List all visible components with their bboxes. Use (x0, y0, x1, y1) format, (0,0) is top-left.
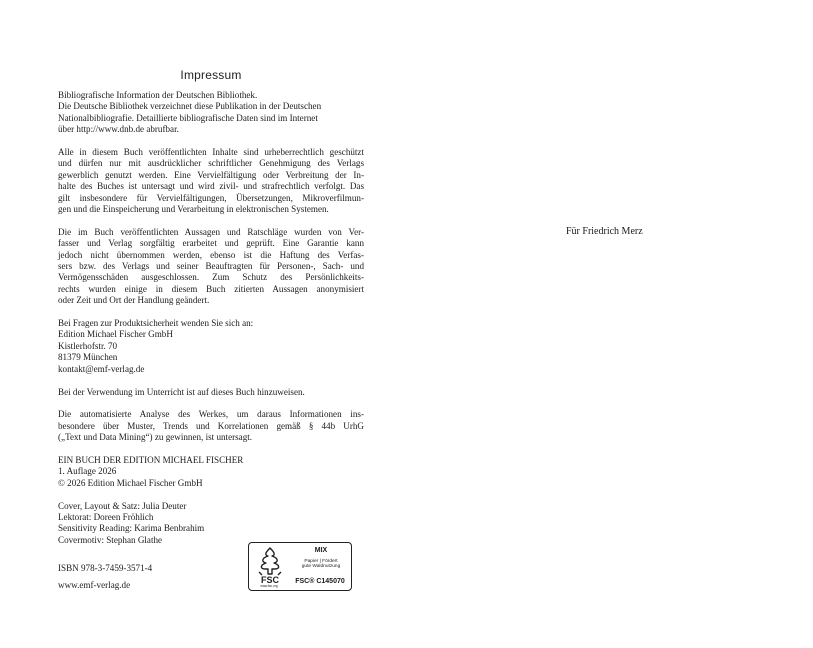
fsc-description (293, 559, 349, 570)
text-line: Vermögensschäden ausgeschlossen. Zum Schutz des Persönlichkeits- (58, 272, 364, 283)
text-line: sers bzw. des Verlags und seiner Beauftragten für Personen-, Sach- und (58, 261, 364, 272)
isbn-line: ISBN 978-3-7459-3571-4 (58, 563, 153, 573)
fsc-code: FSC® C145070 (295, 578, 345, 585)
imprint-paragraph (58, 147, 364, 215)
text-line: Edition Michael Fischer GmbH (58, 329, 173, 340)
text-line: Bei der Verwendung im Unterricht ist auf dieses Buch hinzuweisen. (58, 386, 305, 397)
text-line: © 2026 Edition Michael Fischer GmbH (58, 477, 203, 488)
text-line: fasser und Verlag sorgfältig erarbeitet und geprüft. Eine Garantie kann (58, 238, 364, 249)
text-line: Cover, Layout & Satz: Julia Deuter (58, 500, 187, 511)
fsc-description-line: gute Waldnutzung (301, 564, 341, 570)
imprint-paragraph (58, 318, 364, 375)
text-line: Die Deutsche Bibliothek verzeichnet diese Publikation in der Deutschen (58, 101, 322, 112)
text-line: oder Zeit und Ort der Handlung geändert. (58, 295, 210, 306)
page-title: Impressum (180, 68, 242, 82)
text-line: halte des Buches ist untersagt und wird zivil- und strafrechtlich verfolgt. Das (58, 181, 364, 192)
text-line: Die automatisierte Analyse des Werkes, um daraus Informationen ins- (58, 409, 364, 420)
fsc-logo-text: FSC (261, 575, 279, 585)
imprint-page (58, 68, 364, 558)
text-line: gewerblich genutzt werden. Eine Vervielfältigung oder Verbreitung der In- (58, 169, 364, 180)
text-line: kontakt@emf-verlag.de (58, 363, 145, 374)
text-line: Bibliografische Information der Deutschen Bibliothek. (58, 90, 258, 100)
text-line: gilt insbesondere für Vervielfältigungen, Übersetzungen, Mikroverfilmun- (58, 192, 364, 203)
text-line: Covermotiv: Stephan Glathe (58, 534, 163, 545)
text-line: rechts wurden einige in diesem Buch zitierten Aussagen anonymisiert (58, 283, 364, 294)
imprint-paragraph (58, 501, 364, 547)
dedication: Für Friedrich Merz (566, 226, 643, 237)
fsc-tree-icon (252, 546, 288, 588)
text-line: Sensitivity Reading: Karima Benbrahim (58, 523, 205, 534)
imprint-paragraph (58, 227, 364, 307)
imprint-paragraph (58, 90, 364, 136)
fsc-mix: MIX (314, 547, 328, 554)
text-line: 1. Auflage 2026 (58, 466, 117, 477)
fsc-label (248, 542, 352, 591)
text-line: Die im Buch veröffentlichten Aussagen und Ratschläge wurden von Ver- (58, 226, 364, 237)
website-line: www.emf-verlag.de (58, 580, 131, 590)
imprint-paragraph (58, 387, 364, 398)
fsc-url: www.fsc.org (260, 584, 278, 588)
text-line: besondere über Muster, Trends und Korrelationen gemäß § 44b UrhG (58, 420, 364, 431)
imprint-paragraph (58, 409, 364, 443)
imprint-paragraph (58, 455, 364, 489)
text-line: EIN BUCH DER EDITION MICHAEL FISCHER (58, 454, 244, 465)
text-line: Lektorat: Doreen Fröhlich (58, 511, 154, 522)
text-line: 81379 München (58, 352, 118, 363)
text-line: Nationalbibliografie. Detaillierte bibliografische Daten sind im Internet (58, 112, 318, 123)
text-line: gen und die Einspeicherung und Verarbeitung in elektronischen Systemen. (58, 204, 329, 215)
text-line: Bei Fragen zur Produktsicherheit wenden Sie sich an: (58, 318, 254, 329)
fsc-description-line: Papier | Fördert (304, 559, 338, 564)
text-line: und dürfen nur mit ausdrücklicher schriftlicher Genehmigung des Verlags (58, 158, 364, 169)
text-line: Kistlerhofstr. 70 (58, 340, 118, 351)
imprint-text (58, 90, 364, 546)
text-line: Alle in diesem Buch veröffentlichten Inhalte sind urheberrechtlich geschützt (58, 147, 364, 158)
text-line: über http://www.dnb.de abrufbar. (58, 124, 179, 135)
text-line: jedoch nicht übernommen werden, ebenso ist die Haftung des Verfas- (58, 249, 364, 260)
text-line: („Text und Data Mining“) zu gewinnen, ist untersagt. (58, 432, 253, 443)
